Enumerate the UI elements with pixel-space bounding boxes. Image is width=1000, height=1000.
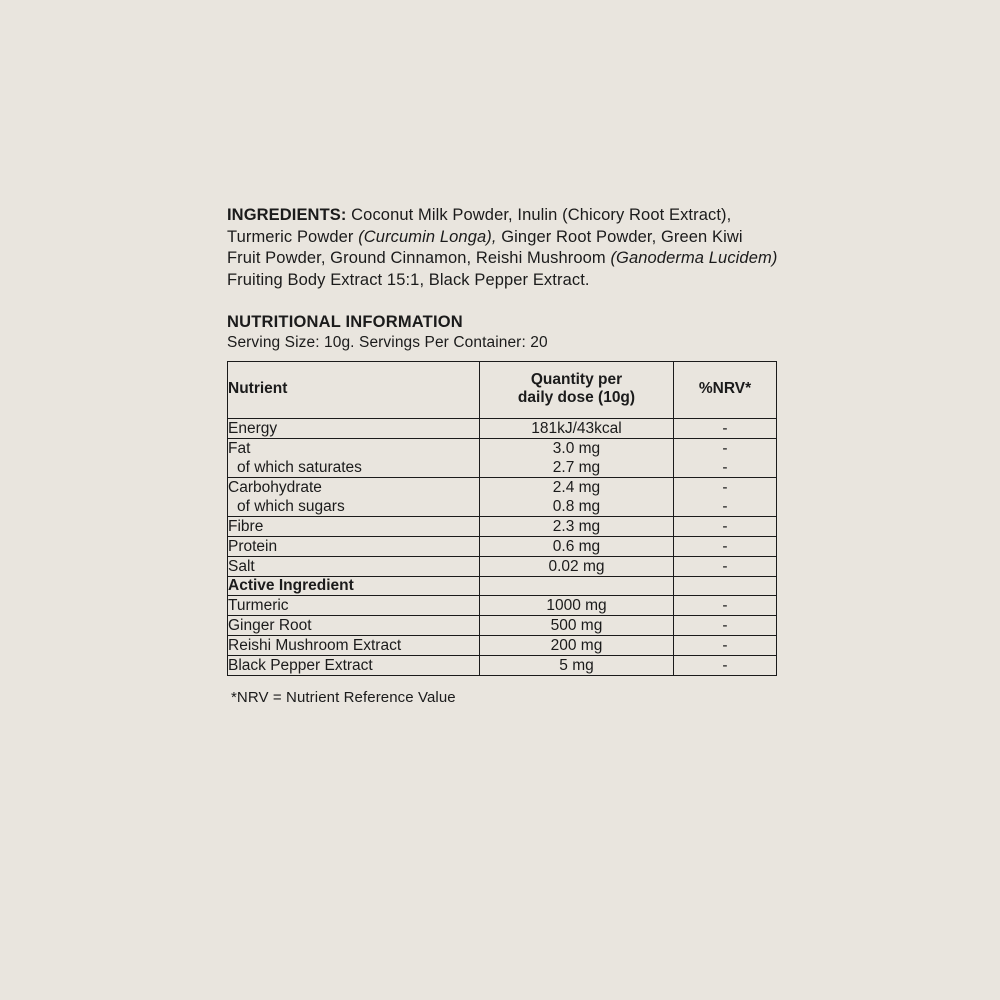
nutrient-quantity: 181kJ/43kcal — [531, 420, 622, 437]
row-quantity-reishi-mushroom-extract: 200 mg — [480, 636, 674, 656]
row-label-turmeric: Turmeric — [228, 596, 480, 616]
table-row — [228, 439, 777, 478]
ingredients-latin-curcumin: (Curcumin Longa), — [358, 227, 497, 246]
row-quantity-protein — [480, 537, 674, 557]
nutrient-nrv: - — [722, 420, 728, 437]
table-row — [228, 517, 777, 537]
row-nrv-reishi-mushroom-extract: - — [674, 636, 777, 656]
table-row — [228, 616, 777, 636]
table-row — [228, 419, 777, 439]
column-header-quantity — [480, 362, 674, 419]
nutrient-subnrv: - — [722, 459, 728, 476]
nutrient-name: Carbohydrate — [228, 479, 322, 496]
table-row — [228, 596, 777, 616]
ingredients-text-part-3: Fruiting Body Extract 15:1, Black Pepper Extract. — [227, 270, 590, 289]
nutrient-quantity: 3.0 mg — [552, 440, 601, 457]
row-nrv-energy — [674, 419, 777, 439]
nutrient-nrv: - — [722, 479, 728, 496]
row-quantity-turmeric: 1000 mg — [480, 596, 674, 616]
nutrient-nrv: - — [722, 538, 728, 555]
column-header-quantity-line1: Quantity per — [530, 371, 623, 388]
row-quantity-fibre — [480, 517, 674, 537]
row-label-protein — [228, 537, 480, 557]
nutrient-subquantity: 0.8 mg — [552, 498, 601, 515]
nutrient-name: Fat — [228, 440, 251, 457]
row-nrv-ginger-root: - — [674, 616, 777, 636]
row-nrv-carbohydrate — [674, 478, 777, 517]
nutrition-table — [227, 361, 777, 676]
section-empty-nrv — [674, 577, 777, 596]
column-header-nutrient: Nutrient — [228, 362, 480, 419]
row-label-salt — [228, 557, 480, 577]
section-label-active-ingredient: Active Ingredient — [228, 577, 480, 596]
row-nrv-fat — [674, 439, 777, 478]
row-label-ginger-root: Ginger Root — [228, 616, 480, 636]
nutrition-label-panel — [227, 205, 777, 706]
table-row — [228, 478, 777, 517]
table-row — [228, 537, 777, 557]
ingredients-text-part-1: Coconut Milk Powder, Inulin (Chicory Root Extract), Turmeric Powder — [227, 206, 732, 246]
row-label-fibre — [228, 517, 480, 537]
row-nrv-protein — [674, 537, 777, 557]
nutrient-subquantity: 2.7 mg — [552, 459, 601, 476]
row-nrv-salt — [674, 557, 777, 577]
nutrient-name: Protein — [228, 538, 278, 555]
row-quantity-fat — [480, 439, 674, 478]
nutrient-subnrv: - — [722, 498, 728, 515]
nutrient-quantity: 0.6 mg — [552, 538, 601, 555]
row-nrv-fibre — [674, 517, 777, 537]
section-empty-quantity — [480, 577, 674, 596]
table-row — [228, 557, 777, 577]
row-label-energy — [228, 419, 480, 439]
nutrient-nrv: - — [722, 518, 728, 535]
table-section-row-active-ingredient — [228, 577, 777, 596]
nutrient-nrv: - — [722, 440, 728, 457]
nutrient-quantity: 2.3 mg — [552, 518, 601, 535]
table-row — [228, 656, 777, 676]
column-header-quantity-line2: daily dose (10g) — [517, 389, 636, 406]
ingredients-latin-ganoderma: (Ganoderma Lucidem) — [610, 249, 778, 267]
nutrient-name: Fibre — [228, 518, 264, 535]
row-label-fat — [228, 439, 480, 478]
row-label-carbohydrate — [228, 478, 480, 517]
nutrient-nrv: - — [722, 558, 728, 575]
nutritional-information-title: NUTRITIONAL INFORMATION — [227, 313, 463, 331]
ingredients-paragraph — [227, 205, 779, 291]
nutrient-name: Salt — [228, 558, 255, 575]
row-label-black-pepper-extract: Black Pepper Extract — [228, 656, 480, 676]
row-quantity-salt — [480, 557, 674, 577]
row-nrv-turmeric: - — [674, 596, 777, 616]
row-quantity-energy — [480, 419, 674, 439]
nutrient-quantity: 2.4 mg — [552, 479, 601, 496]
ingredients-text-part-2: Ginger Root Powder, Green Kiwi Fruit Powder, Ground Cinnamon, Reishi Mushroom — [227, 227, 743, 267]
row-nrv-black-pepper-extract: - — [674, 656, 777, 676]
column-header-nrv: %NRV* — [674, 362, 777, 419]
serving-size-text: Serving Size: 10g. Servings Per Container: 20 — [227, 334, 548, 351]
row-quantity-carbohydrate — [480, 478, 674, 517]
row-quantity-ginger-root: 500 mg — [480, 616, 674, 636]
table-row — [228, 636, 777, 656]
nutrient-subname: of which sugars — [237, 498, 345, 515]
nutrient-name: Energy — [228, 420, 278, 437]
nutrient-quantity: 0.02 mg — [548, 558, 605, 575]
nrv-footnote: *NRV = Nutrient Reference Value — [231, 689, 456, 706]
ingredients-heading: INGREDIENTS: — [227, 206, 347, 224]
row-quantity-black-pepper-extract: 5 mg — [480, 656, 674, 676]
nutrient-subname: of which saturates — [237, 459, 362, 476]
row-label-reishi-mushroom-extract: Reishi Mushroom Extract — [228, 636, 480, 656]
table-header-row — [228, 362, 777, 419]
